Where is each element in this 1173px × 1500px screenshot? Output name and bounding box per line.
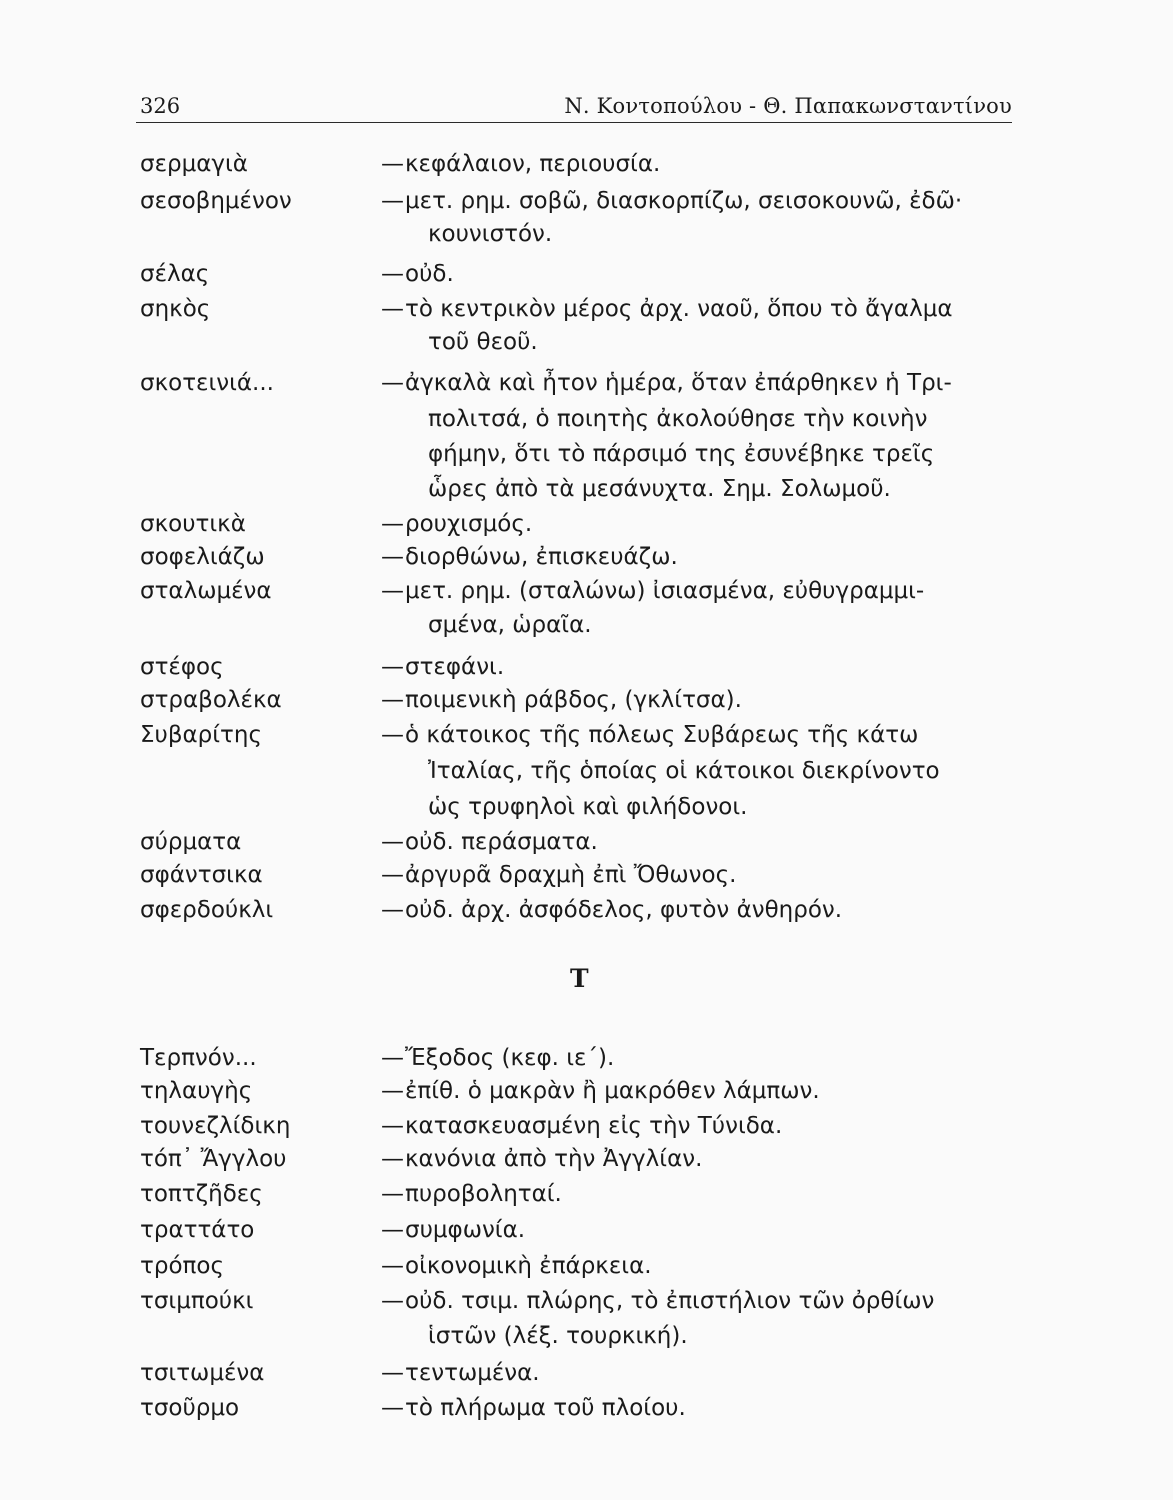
entry-definition: συμφωνία. (405, 1217, 526, 1243)
entry-definition: ρουχισμός. (405, 511, 533, 537)
entry-dash: — (381, 829, 404, 855)
entry-term: σφάντσικα (140, 862, 263, 888)
entry-dash: — (381, 897, 404, 923)
entry-definition: ἀγκαλὰ καὶ ἦτον ἡμέρα, ὅταν ἐπάρθηκεν ἡ Τρι- (405, 370, 952, 396)
entry-definition: ὁ κάτοικος τῆς πόλεως Συβάρεως τῆς κάτω (405, 722, 919, 748)
entry-definition: οὐδ. (405, 261, 454, 287)
entry-definition: διορθώνω, ἐπισκευάζω. (405, 544, 678, 570)
entry-term: στραβολέκα (140, 687, 282, 713)
entry-definition: ἀργυρᾶ δραχμὴ ἐπὶ Ὄθωνος. (405, 862, 737, 888)
entry-dash: — (381, 511, 404, 537)
entry-definition: τεντωμένα. (405, 1360, 540, 1386)
entry-definition: τὸ κεντρικὸν μέρος ἀρχ. ναοῦ, ὅπου τὸ ἄγαλμα (405, 296, 953, 322)
entry-dash: — (381, 722, 404, 748)
entry-dash: — (381, 370, 404, 396)
entry-definition: οὐδ. τσιμ. πλώρης, τὸ ἐπιστήλιον τῶν ὀρθίων (405, 1288, 935, 1314)
entry-continuation: φήμην, ὅτι τὸ πάρσιμό της ἐσυνέβηκε τρεῖς (428, 441, 935, 467)
entry-term: σέλας (140, 261, 210, 287)
entry-continuation: ὧρες ἀπὸ τὰ μεσάνυχτα. Σημ. Σολωμοῦ. (428, 476, 891, 502)
entry-dash: — (381, 1181, 404, 1207)
entry-term: τσιτωμένα (140, 1360, 265, 1386)
entry-term: σοφελιάζω (140, 544, 265, 570)
entry-term: τραττάτο (140, 1217, 255, 1243)
entry-dash: — (381, 654, 404, 680)
entry-definition: τὸ πλήρωμα τοῦ πλοίου. (405, 1395, 686, 1421)
entry-dash: — (381, 1253, 404, 1279)
entry-dash: — (381, 578, 404, 604)
entry-definition: ποιμενικὴ ράβδος, (γκλίτσα). (405, 687, 742, 713)
entry-dash: — (381, 1045, 404, 1071)
entry-continuation: πολιτσά, ὁ ποιητὴς ἀκολούθησε τὴν κοινὴν (428, 406, 928, 432)
entry-definition: κατασκευασμένη εἰς τὴν Τύνιδα. (405, 1113, 783, 1139)
entry-definition: οὐδ. ἀρχ. ἀσφόδελος, φυτὸν ἀνθηρόν. (405, 897, 843, 923)
entry-definition: μετ. ρημ. (σταλώνω) ἰσιασμένα, εὐθυγραμμι- (405, 578, 925, 604)
entry-term: τηλαυγὴς (140, 1078, 253, 1104)
entry-dash: — (381, 687, 404, 713)
entry-continuation: ὡς τρυφηλοὶ καὶ φιλήδονοι. (428, 794, 748, 820)
entry-term: τρόπος (140, 1253, 224, 1279)
entry-continuation: ἱστῶν (λέξ. τουρκική). (428, 1323, 688, 1349)
entry-term: τσοῦρμο (140, 1395, 240, 1421)
entry-definition: πυροβοληταί. (405, 1181, 562, 1207)
entry-dash: — (381, 862, 404, 888)
entry-definition: μετ. ρημ. σοβῶ, διασκορπίζω, σεισοκουνῶ, ἐδῶ· (405, 188, 963, 214)
entry-dash: — (381, 1146, 404, 1172)
entry-term: τόπ᾿ Ἄγγλου (140, 1146, 287, 1172)
entry-term: σεσοβημένον (140, 188, 292, 214)
entry-term: σφερδούκλι (140, 897, 274, 923)
entry-dash: — (381, 1288, 404, 1314)
entry-continuation: Ἰταλίας, τῆς ὁποίας οἱ κάτοικοι διεκρίνοντο (428, 758, 940, 784)
entry-dash: — (381, 188, 404, 214)
entry-term: σύρματα (140, 829, 242, 855)
entry-dash: — (381, 296, 404, 322)
entry-term: σηκὸς (140, 296, 211, 322)
entry-dash: — (381, 1078, 404, 1104)
section-letter: Τ (570, 964, 589, 993)
entry-term: στέφος (140, 654, 224, 680)
running-head: Ν. Κοντοπούλου - Θ. Παπακωνσταντίνου (564, 94, 1012, 118)
entry-definition: Ἔξοδος (κεφ. ιε΄). (405, 1045, 615, 1071)
entry-definition: οἰκονομικὴ ἐπάρκεια. (405, 1253, 652, 1279)
entry-dash: — (381, 544, 404, 570)
entry-term: σκουτικὰ (140, 511, 246, 537)
entry-definition: ἐπίθ. ὁ μακρὰν ἢ μακρόθεν λάμπων. (405, 1078, 820, 1104)
entry-term: σερμαγιὰ (140, 151, 248, 177)
entry-term: Συβαρίτης (140, 722, 262, 748)
page-number: 326 (140, 94, 181, 118)
page-header (136, 86, 1012, 123)
entry-continuation: κουνιστόν. (428, 221, 553, 247)
entry-dash: — (381, 261, 404, 287)
entry-dash: — (381, 151, 404, 177)
entry-term: Τερπνόν... (140, 1045, 257, 1071)
entry-term: τουνεζλίδικη (140, 1113, 291, 1139)
entry-continuation: τοῦ θεοῦ. (428, 329, 538, 355)
entry-dash: — (381, 1360, 404, 1386)
entry-term: σταλωμένα (140, 578, 272, 604)
entry-definition: κανόνια ἀπὸ τὴν Ἀγγλίαν. (405, 1146, 703, 1172)
entry-dash: — (381, 1217, 404, 1243)
entry-definition: στεφάνι. (405, 654, 505, 680)
entry-definition: κεφάλαιον, περιουσία. (405, 151, 661, 177)
entry-dash: — (381, 1395, 404, 1421)
entry-definition: οὐδ. περάσματα. (405, 829, 598, 855)
entry-dash: — (381, 1113, 404, 1139)
entry-term: τοπτζῆδες (140, 1181, 263, 1207)
entry-continuation: σμένα, ὡραῖα. (428, 612, 592, 638)
entry-term: τσιμπούκι (140, 1288, 254, 1314)
entry-term: σκοτεινιά... (140, 370, 274, 396)
